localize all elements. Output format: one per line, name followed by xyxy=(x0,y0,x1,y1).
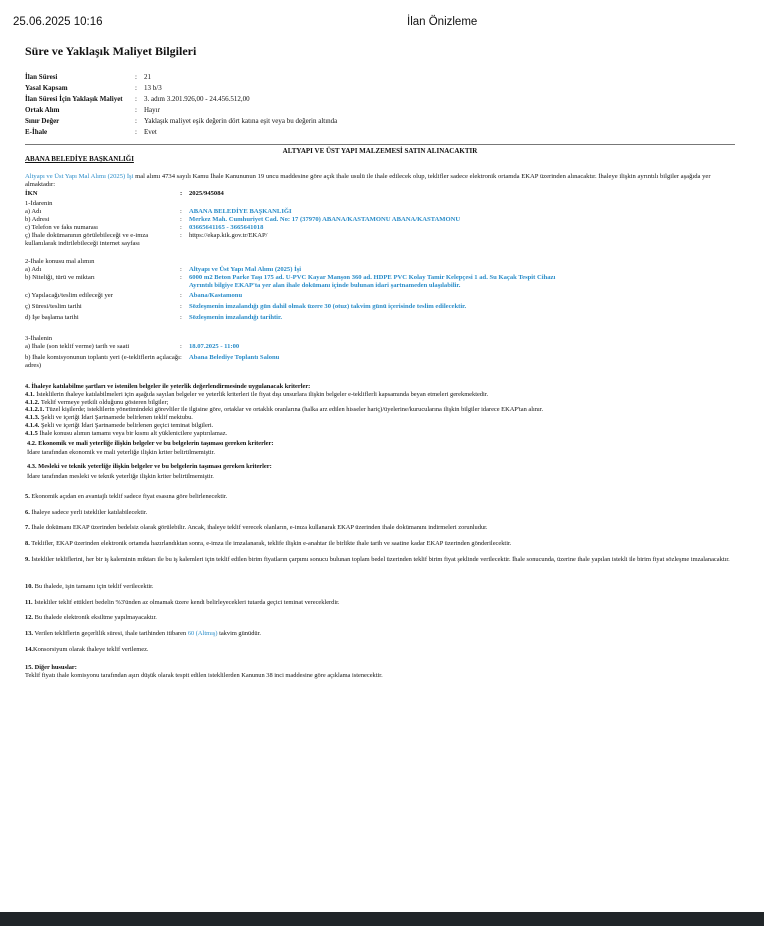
professional-criteria-text: İdare tarafından mesleki ve teknik yeterliğe ilişkin kriter belirtilmemiştir. xyxy=(27,472,214,480)
professional-criteria-title: 4.3. Mesleki ve teknik yeterliğe ilişkin belgeler ve bu belgelerin taşıması gereken kriterler: xyxy=(27,463,272,471)
clause: 5. Ekonomik açıdan en avantajlı teklif sadece fiyat esasına göre belirlenecektir. xyxy=(25,492,228,500)
summary-value: Yaklaşık maliyet eşik değerin dört katına eşit veya bu değerin altında xyxy=(144,117,338,125)
info-value: ABANA BELEDİYE BAŞKANLIĞI xyxy=(189,208,292,215)
summary-label: İlan Süresi xyxy=(25,73,58,81)
summary-value: 13 b/3 xyxy=(144,84,162,92)
info-row: ç) Süresi/teslim tarihi : Sözleşmenin imzalandığı gün dahil olmak üzere 30 (otuz) takvim günü içerisinde teslim edilecektir. xyxy=(25,303,735,311)
clause: 12. Bu ihalede elektronik eksiltme yapılmayacaktır. xyxy=(25,614,157,622)
summary-row: İlan Süresi : 21 xyxy=(25,73,151,81)
print-datetime: 25.06.2025 10:16 xyxy=(13,16,103,28)
info-label: d) İşe başlama tarihi xyxy=(25,314,79,321)
info-label: b) Niteliği, türü ve miktarı xyxy=(25,274,95,281)
summary-table xyxy=(25,72,735,138)
ekap-url[interactable]: https://ekap.kik.gov.tr/EKAP/ xyxy=(189,232,268,239)
info-row: c) Yapılacağı/teslim edileceği yer : Abana/Kastamonu xyxy=(25,292,735,300)
summary-value: 21 xyxy=(144,73,151,81)
other-title: 15. Diğer hususlar: xyxy=(25,663,77,671)
ikn-label: İKN xyxy=(25,190,38,197)
info-row: c) Telefon ve faks numarası : 03665641165 - 3665641018 xyxy=(25,224,735,232)
clause: 9. İstekliler tekliflerini, her bir iş kaleminin miktarı ile bu iş kalemleri için teklif edilen birim fiyatların çarpımı sonucu bulunan toplam bedel üzerinden teklif birim fiyat şeklinde verilecektir. İhale sonucunda, üzerine ihale yapılan istekli ile birim fiyat sözleşme imzalanacaktır. xyxy=(25,555,730,563)
ikn-value: 2025/945084 xyxy=(189,190,224,197)
criteria-item: 4.1.3. Şekli ve içeriği İdari Şartnamede belirlenen teklif mektubu. xyxy=(25,414,193,422)
info-row: b) Niteliği, türü ve miktarı : 6000 m2 Beton Parke Taşı 175 ad. U-PVC Kayar Manşon 360 ad. HDPE PVC Kolay Tamir Kelepçesi 1 ad. Su Kaçak Tespit Cihazı Ayrıntılı bilgiye EKAP'ta yer alan ihale dokümanı içinde bulunan idari şartnameden ulaşılabilir. xyxy=(25,274,735,290)
info-row: a) İhale (son teklif verme) tarih ve saati : 18.07.2025 - 11:00 xyxy=(25,343,735,351)
clause: 10. Bu ihalede, işin tamamı için teklif verilecektir. xyxy=(25,582,154,590)
info-row: b) İhale komisyonunun toplantı yeri (e-tekliflerin açılacağı adres) : Abana Belediye Toplantı Salonu xyxy=(25,354,735,370)
criteria-block xyxy=(25,383,735,481)
item-note: Ayrıntılı bilgiye EKAP'ta yer alan ihale dokümanı içinde bulunan idari şartnameden ulaşılabilir. xyxy=(189,282,461,289)
summary-label: E-İhale xyxy=(25,128,48,136)
summary-label: Ortak Alım xyxy=(25,106,60,114)
clause: 13. Verilen tekliflerin geçerlilik süresi, ihale tarihinden itibaren 60 (Altmış) takvim günüdür. xyxy=(25,630,261,638)
print-title: İlan Önizleme xyxy=(407,16,478,28)
info-value: 03665641165 - 3665641018 xyxy=(189,224,264,231)
criteria-item: 4.1.2. Teklif vermeye yetkili olduğunu gösteren bilgiler; xyxy=(25,398,169,406)
item-quantities: 6000 m2 Beton Parke Taşı 175 ad. U-PVC Kayar Manşon 360 ad. HDPE PVC Kolay Tamir Kelepçesi 1 ad. Su Kaçak Tespit Cihazı xyxy=(189,274,556,281)
economic-criteria-text: İdare tarafından ekonomik ve mali yeterliğe ilişkin kriter belirtilmemiştir. xyxy=(27,449,215,457)
summary-label: İlan Süresi İçin Yaklaşık Maliyet xyxy=(25,95,123,103)
info-value: Sözleşmenin imzalandığı tarihtir. xyxy=(189,314,282,321)
info-value: Sözleşmenin imzalandığı gün dahil olmak üzere 30 (otuz) takvim günü içerisinde teslim edilecektir. xyxy=(189,303,467,310)
clause: 8. Teklifler, EKAP üzerinden elektronik ortamda hazırlandıktan sonra, e-imza ile imzalanarak, teklife ilişkin e-anahtar ile birlikte ihale tarih ve saatine kadar EKAP üzerinden gönderilecektir. xyxy=(25,540,512,548)
info-row: a) Adı : ABANA BELEDİYE BAŞKANLIĞI xyxy=(25,208,735,216)
summary-row: İlan Süresi İçin Yaklaşık Maliyet : 3. adım 3.201.926,00 - 24.456.512,00 xyxy=(25,95,250,103)
info-label: b) Adresi xyxy=(25,216,50,223)
admin-name: ABANA BELEDİYE BAŞKANLIĞI xyxy=(25,155,134,163)
info-label: a) Adı xyxy=(25,266,42,273)
info-label: c) Yapılacağı/teslim edileceği yer xyxy=(25,292,113,299)
ikn-row: İKN : 2025/945084 xyxy=(25,190,735,198)
summary-value: 3. adım 3.201.926,00 - 24.456.512,00 xyxy=(144,95,250,103)
criteria-item: 4.1. İsteklilerin ihaleye katılabilmeleri için aşağıda sayılan belgeler ve yeterlik kriterleri ile fiyat dışı unsurlara ilişkin belgeler e-tekliflerli kapsamında beyan etmeleri gerekmektedir. xyxy=(25,390,489,398)
validity-period: 60 (Altmış) xyxy=(187,630,218,638)
clause: 7. İhale dokümanı EKAP üzerinden bedelsiz olarak görülebilir. Ancak, ihaleye teklif verecek olanların, e-imza kullanarak EKAP üzerinden ihale dokümanını indirmeleri zorunludur. xyxy=(25,524,488,532)
info-value: Abana/Kastamonu xyxy=(189,292,243,299)
info-row: a) Adı : Altyapı ve Üst Yapı Mal Alımı (2025) İşi xyxy=(25,266,735,274)
taskbar xyxy=(0,912,764,926)
document-page xyxy=(25,44,735,679)
criteria-item: 4.1.2.1. Tüzel kişilerde; isteklilerin yönetimindeki görevliler ile ilgisine göre, ortaklar ve ortaklık oranlarına (halka arz edilen hisseler hariç)/üyelerine/kurucularına ilişkin bilgiler idarece EKAP'tan alınır. xyxy=(25,406,544,414)
section-1-title: 1-İdarenin xyxy=(25,200,53,207)
info-label: b) İhale komisyonunun toplantı yeri (e-tekliflerin açılacağı adres) xyxy=(25,354,180,369)
other-matters xyxy=(25,664,735,680)
summary-value: Hayır xyxy=(144,106,160,114)
clause: 6. İhaleye sadece yerli istekliler katılabilecektir. xyxy=(25,508,148,516)
criteria-item: 4.1.5 İhale konusu alımın tamamı veya bir kısmı alt yüklenicilere yaptırılamaz. xyxy=(25,429,228,437)
divider xyxy=(25,144,735,145)
section-2-title: 2-İhale konusu mal alımın xyxy=(25,258,95,265)
summary-row: Sınır Değer : Yaklaşık maliyet eşik değerin dört katına eşit veya bu değerin altında xyxy=(25,117,338,125)
summary-row: E-İhale : Evet xyxy=(25,128,157,136)
info-row: b) Adresi : Merkez Mah. Cumhuriyet Cad. No: 17 (37970) ABANA/KASTAMONU ABANA/KASTAMONU xyxy=(25,216,735,224)
info-label: a) İhale (son teklif verme) tarih ve saati xyxy=(25,343,130,350)
intro-text: mal alımı 4734 sayılı Kamu İhale Kanununun 19 uncu maddesine göre açık ihale usulü ile ihale edilecek olup, teklifler sadece elektronik ortamda EKAP üzerinden alınacaktır. İhaleye ilişkin ayrıntılı bilgiler aşağıda yer almaktadır: xyxy=(25,173,711,188)
intro-link[interactable]: Altyapı ve Üst Yapı Mal Alımı (2025) İşi xyxy=(25,173,134,180)
criteria-title: 4. İhaleye katılabilme şartları ve istenilen belgeler ile yeterlik değerlendirmesinde uygulanacak kriterler: xyxy=(25,383,311,390)
summary-label: Yasal Kapsam xyxy=(25,84,68,92)
info-value: Altyapı ve Üst Yapı Mal Alımı (2025) İşi xyxy=(189,266,302,273)
info-row: d) İşe başlama tarihi : Sözleşmenin imzalandığı tarihtir. xyxy=(25,314,735,322)
section-3-title: 3-İhalenin xyxy=(25,335,53,342)
info-label: a) Adı xyxy=(25,208,42,215)
clause: 11. İstekliler teklif ettikleri bedelin %3'ünden az olmamak üzere kendi belirleyecekleri tutarda geçici teminat vereceklerdir. xyxy=(25,598,340,606)
page-title: Süre ve Yaklaşık Maliyet Bilgileri xyxy=(25,44,197,58)
info-value xyxy=(189,274,735,290)
economic-criteria-title: 4.2. Ekonomik ve mali yeterliğe ilişkin belgeler ve bu belgelerin taşıması gereken kriterler: xyxy=(27,439,274,447)
info-value: Abana Belediye Toplantı Salonu xyxy=(189,354,280,361)
info-label: c) Telefon ve faks numarası xyxy=(25,224,99,231)
other-text: Teklif fiyatı ihale komisyonu tarafından aşırı düşük olarak tespit edilen isteklilerden Kanunun 38 inci maddesine göre açıklama istenecektir. xyxy=(25,671,383,679)
intro-paragraph xyxy=(25,173,735,189)
info-label: ç) İhale dokümanının görülebileceği ve e-imza kullanılarak indirilebileceği internet sayfası xyxy=(25,232,149,247)
browser-header xyxy=(0,16,764,32)
summary-value: Evet xyxy=(144,128,157,136)
info-row: ç) İhale dokümanının görülebileceği ve e-imza kullanılarak indirilebileceği internet sayfası : https://ekap.kik.gov.tr/EKAP/ xyxy=(25,232,735,248)
summary-label: Sınır Değer xyxy=(25,117,60,125)
criteria-item: 4.1.4. Şekli ve içeriği İdari Şartnamede belirlenen geçici teminat bilgileri. xyxy=(25,421,214,429)
info-value: Merkez Mah. Cumhuriyet Cad. No: 17 (37970) ABANA/KASTAMONU ABANA/KASTAMONU xyxy=(189,216,461,223)
summary-row: Ortak Alım : Hayır xyxy=(25,106,160,114)
info-label: ç) Süresi/teslim tarihi xyxy=(25,303,82,310)
summary-row: Yasal Kapsam : 13 b/3 xyxy=(25,84,162,92)
info-value: 18.07.2025 - 11:00 xyxy=(189,343,240,350)
notice-title: ALTYAPI VE ÜST YAPI MALZEMESİ SATIN ALINACAKTIR xyxy=(282,147,478,155)
clause: 14.Konsorsiyum olarak ihaleye teklif verilemez. xyxy=(25,645,149,653)
